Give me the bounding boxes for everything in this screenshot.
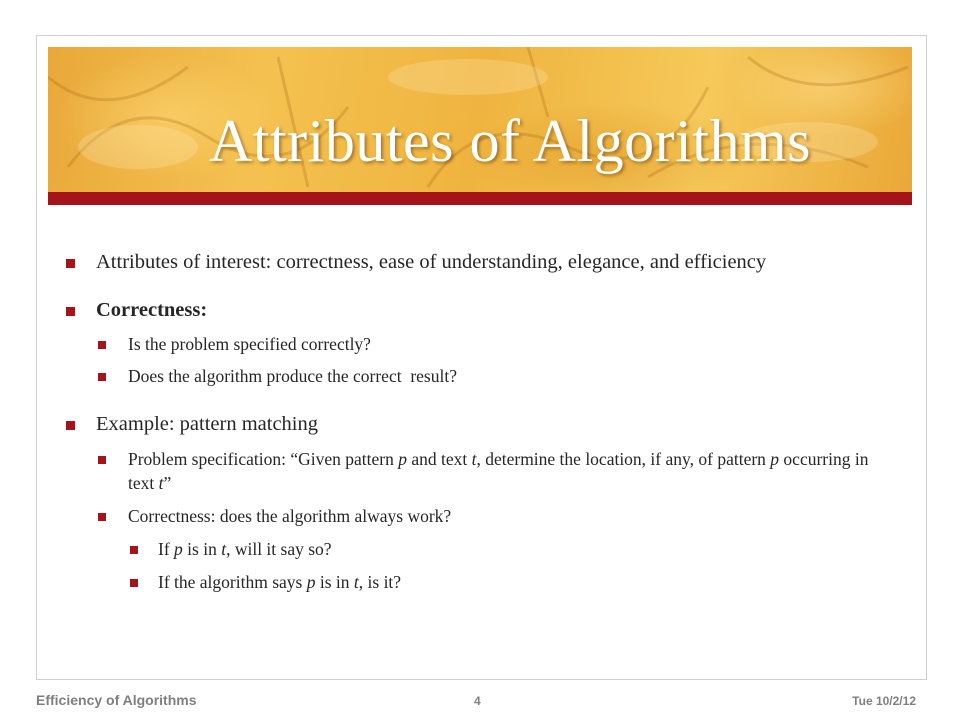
bullet-square-icon — [66, 421, 75, 430]
slide-title: Attributes of Algorithms — [209, 108, 811, 174]
sub-sub-bullet-say-so — [66, 537, 896, 561]
footer-title: Efficiency of Algorithms — [36, 692, 197, 708]
bullet-correctness — [66, 296, 896, 324]
bullet-example — [66, 410, 896, 438]
bullet-square-icon — [98, 373, 106, 381]
bullet-square-icon — [66, 259, 75, 268]
bullet-text: If the algorithm says p is in t, is it? — [158, 572, 402, 592]
bullet-text: Attributes of interest: correctness, ease of understanding, elegance, and efficiency — [96, 251, 767, 273]
sub-bullet-correct-result — [66, 364, 896, 388]
bullet-text: Example: pattern matching — [96, 413, 319, 435]
bullet-text: If p is in t, will it say so? — [158, 539, 332, 559]
title-rule — [48, 192, 912, 205]
bullet-text: Does the algorithm produce the correct result? — [128, 366, 457, 386]
bullet-text: Correctness: does the algorithm always work? — [128, 506, 452, 526]
bullet-square-icon — [98, 341, 106, 349]
bullet-square-icon — [130, 579, 138, 587]
sub-sub-bullet-is-it — [66, 570, 896, 594]
sub-bullet-problem-spec — [66, 447, 896, 495]
bullet-square-icon — [66, 307, 75, 316]
bullet-text: Is the problem specified correctly? — [128, 334, 371, 354]
bullet-square-icon — [98, 456, 106, 464]
bullet-square-icon — [98, 513, 106, 521]
slide-body — [66, 248, 896, 594]
title-banner — [48, 47, 912, 192]
bullet-text: Problem specification: “Given pattern p and text t, determine the location, if any, of pattern p occurring in text t” — [128, 449, 869, 493]
sub-bullet-always-work — [66, 504, 896, 528]
bullet-text: Correctness: — [96, 299, 208, 321]
footer-date: Tue 10/2/12 — [852, 694, 916, 708]
bullet-attributes — [66, 248, 896, 276]
page-number: 4 — [474, 694, 481, 708]
sub-bullet-specified — [66, 332, 896, 356]
bullet-square-icon — [130, 546, 138, 554]
